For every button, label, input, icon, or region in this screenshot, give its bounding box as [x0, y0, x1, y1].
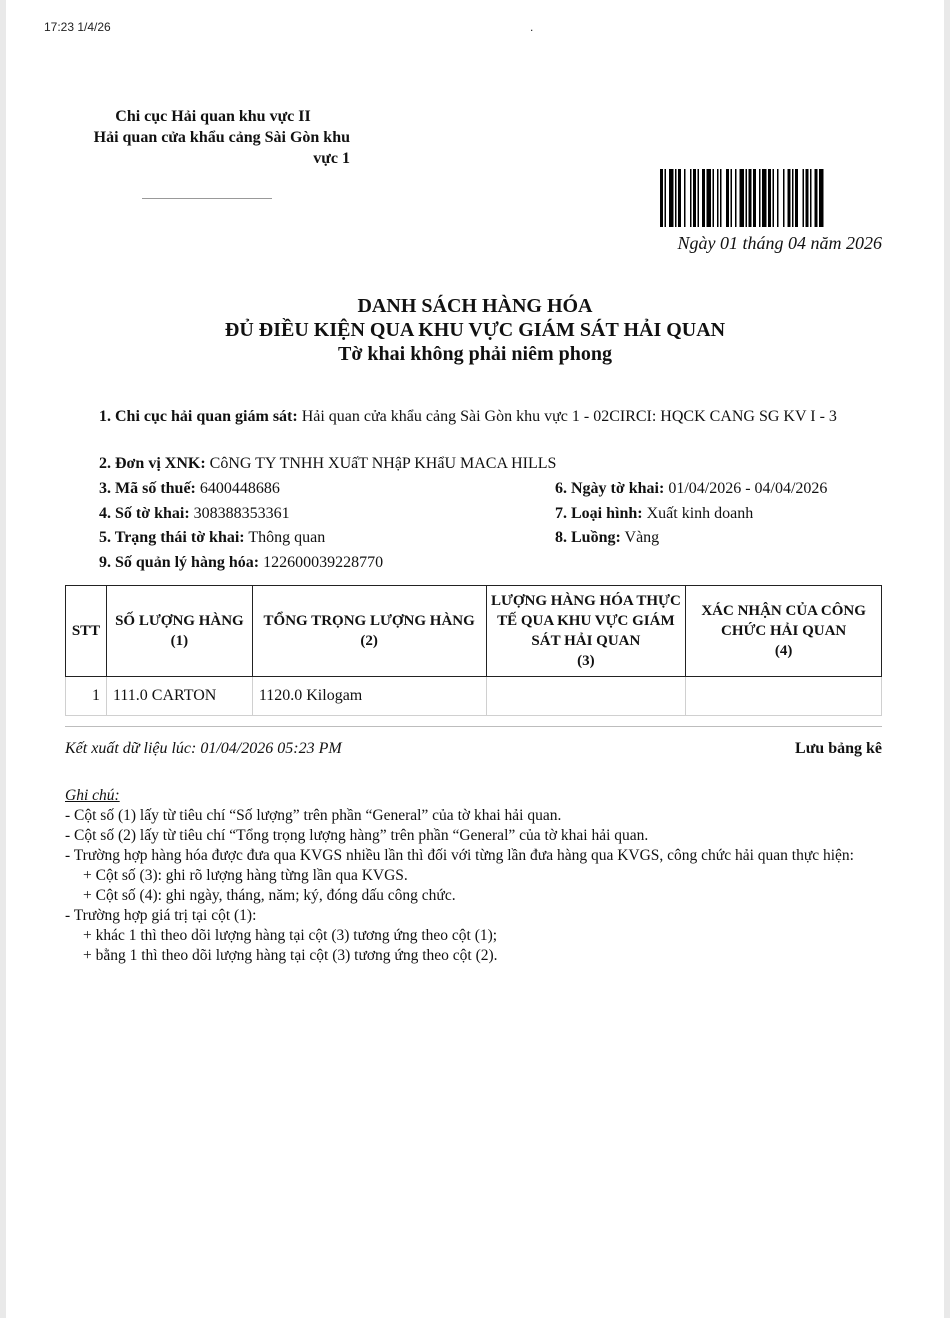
barcode-bar [810, 169, 812, 227]
barcode-bar [735, 169, 737, 227]
info-item-8-label: 8. Luồng: [555, 529, 621, 546]
barcode-bar [726, 169, 729, 227]
barcode-bar [762, 169, 767, 227]
header-actual-quantity: LƯỢNG HÀNG HÓA THỰC TẾ QUA KHU VỰC GIÁM SÁT HẢI QUAN (3) [486, 586, 686, 677]
barcode-bar [792, 169, 794, 227]
issuing-organization [66, 106, 350, 169]
info-item-9-value: 122600039228770 [263, 554, 384, 571]
print-header-dot: . [530, 20, 534, 34]
barcode-bar [707, 169, 712, 227]
note-line: + Cột số (3): ghi rõ lượng hàng từng lần qua KVGS. [83, 867, 408, 884]
info-item-4-value: 308388353361 [193, 505, 290, 522]
barcode-image [660, 169, 870, 227]
barcode-bar [675, 169, 677, 227]
info-item-5-value: Thông quan [248, 529, 326, 546]
table-bottom-rule [65, 726, 882, 727]
print-timestamp: 17:23 1/4/26 [44, 20, 111, 34]
info-item-2-label: 2. Đơn vị XNK: [99, 455, 206, 472]
barcode-bar [660, 169, 663, 227]
notes-title: Ghi chú: [65, 787, 120, 804]
info-item-1-label: 1. Chi cục hải quan giám sát: [99, 408, 298, 425]
barcode-bar [665, 169, 667, 227]
barcode-bar [713, 169, 715, 227]
barcode-bar [803, 169, 805, 227]
info-item-1-value: Hải quan cửa khẩu cảng Sài Gòn khu vực 1 - 02CIRCI: HQCK CANG SG KV I - 3 [301, 408, 837, 425]
note-line: - Trường hợp giá trị tại cột (1): [65, 907, 257, 924]
barcode-bar [753, 169, 756, 227]
barcode-bar [773, 169, 775, 227]
title-line-3: Tờ khai không phải niêm phong [338, 343, 612, 365]
info-item-9-label: 9. Số quản lý hàng hóa: [99, 554, 260, 571]
title-line-2: ĐỦ ĐIỀU KIỆN QUA KHU VỰC GIÁM SÁT HẢI QUAN [224, 319, 726, 341]
barcode-bar [702, 169, 705, 227]
info-item-3-label: 3. Mã số thuế: [99, 480, 196, 497]
header-stt: STT [66, 586, 107, 677]
barcode-bar [698, 169, 700, 227]
info-item-7-value: Xuất kinh doanh [646, 505, 754, 522]
info-item-9 [99, 553, 383, 573]
info-item-2 [99, 454, 556, 474]
info-item-5-label: 5. Trạng thái tờ khai: [99, 529, 245, 546]
barcode-bar [783, 169, 785, 227]
barcode-bar [690, 169, 692, 227]
header-total-weight: TỔNG TRỌNG LƯỢNG HÀNG (2) [252, 586, 486, 677]
header-quantity: SỐ LƯỢNG HÀNG (1) [106, 586, 252, 677]
barcode-bar [678, 169, 681, 227]
export-timestamp: Kết xuất dữ liệu lúc: 01/04/2026 05:23 PM [65, 740, 342, 757]
cell-quantity: 111.0 CARTON [106, 677, 252, 716]
title-line-1: DANH SÁCH HÀNG HÓA [357, 295, 593, 317]
info-item-4-label: 4. Số tờ khai: [99, 505, 190, 522]
document-title [6, 294, 944, 366]
info-item-5 [99, 528, 325, 548]
barcode-bar [795, 169, 798, 227]
info-item-4 [99, 504, 290, 524]
org-line-1: Chi cục Hải quan khu vực II [115, 108, 311, 125]
info-item-2-value: CôNG TY TNHH XUấT NHậP KHẩU MACA HILLS [209, 455, 557, 472]
barcode-bar [746, 169, 748, 227]
save-list-label: Lưu bảng kê [795, 740, 882, 757]
table-row [66, 677, 882, 716]
barcode-bar [777, 169, 779, 227]
barcode-bar [806, 169, 809, 227]
note-line: + bằng 1 thì theo dõi lượng hàng tại cột (3) tương ứng theo cột (2). [83, 947, 498, 964]
cell-confirm [686, 677, 882, 716]
note-line: - Cột số (2) lấy từ tiêu chí “Tổng trọng lượng hàng” trên phần “General” của tờ khai hải quan. [65, 827, 649, 844]
document-page [6, 0, 944, 1318]
barcode-bar [749, 169, 752, 227]
info-item-7-label: 7. Loại hình: [555, 505, 643, 522]
barcode-bar [759, 169, 761, 227]
info-item-6-label: 6. Ngày tờ khai: [555, 480, 665, 497]
barcode-bar [815, 169, 818, 227]
info-item-6-value: 01/04/2026 - 04/04/2026 [668, 480, 828, 497]
barcode-bar [684, 169, 686, 227]
info-item-7 [555, 504, 753, 524]
note-line: - Cột số (1) lấy từ tiêu chí “Số lượng” trên phần “General” của tờ khai hải quan. [65, 807, 562, 824]
org-underline [142, 198, 272, 199]
note-line: - Trường hợp hàng hóa được đưa qua KVGS nhiều lần thì đối với từng lần đưa hàng qua KVGS, công chức hải quan thực hiện: [65, 847, 854, 864]
info-item-6 [555, 479, 827, 499]
cell-actual [486, 677, 686, 716]
barcode-bar [768, 169, 771, 227]
info-item-8 [555, 528, 659, 548]
cell-weight: 1120.0 Kilogam [252, 677, 486, 716]
table-header-row [66, 586, 882, 677]
goods-table [65, 585, 882, 716]
barcode-bar [717, 169, 719, 227]
document-date: Ngày 01 tháng 04 năm 2026 [677, 233, 882, 253]
info-item-8-value: Vàng [624, 529, 660, 546]
info-item-3 [99, 479, 280, 499]
cell-stt: 1 [66, 677, 107, 716]
info-item-1 [99, 404, 889, 429]
note-line: + Cột số (4): ghi ngày, tháng, năm; ký, đóng dấu công chức. [83, 887, 456, 904]
barcode-bar [788, 169, 791, 227]
notes-section [65, 786, 880, 966]
barcode-bar [819, 169, 824, 227]
org-line-2: Hải quan cửa khẩu cảng Sài Gòn khu vực 1 [93, 129, 350, 167]
barcode-bar [693, 169, 696, 227]
header-officer-confirmation: XÁC NHẬN CỦA CÔNG CHỨC HẢI QUAN (4) [686, 586, 882, 677]
barcode-bar [669, 169, 674, 227]
barcode-bar [740, 169, 745, 227]
info-item-3-value: 6400448686 [199, 480, 280, 497]
note-line: + khác 1 thì theo dõi lượng hàng tại cột (3) tương ứng theo cột (1); [83, 927, 498, 944]
barcode-bar [720, 169, 722, 227]
barcode-bar [731, 169, 733, 227]
